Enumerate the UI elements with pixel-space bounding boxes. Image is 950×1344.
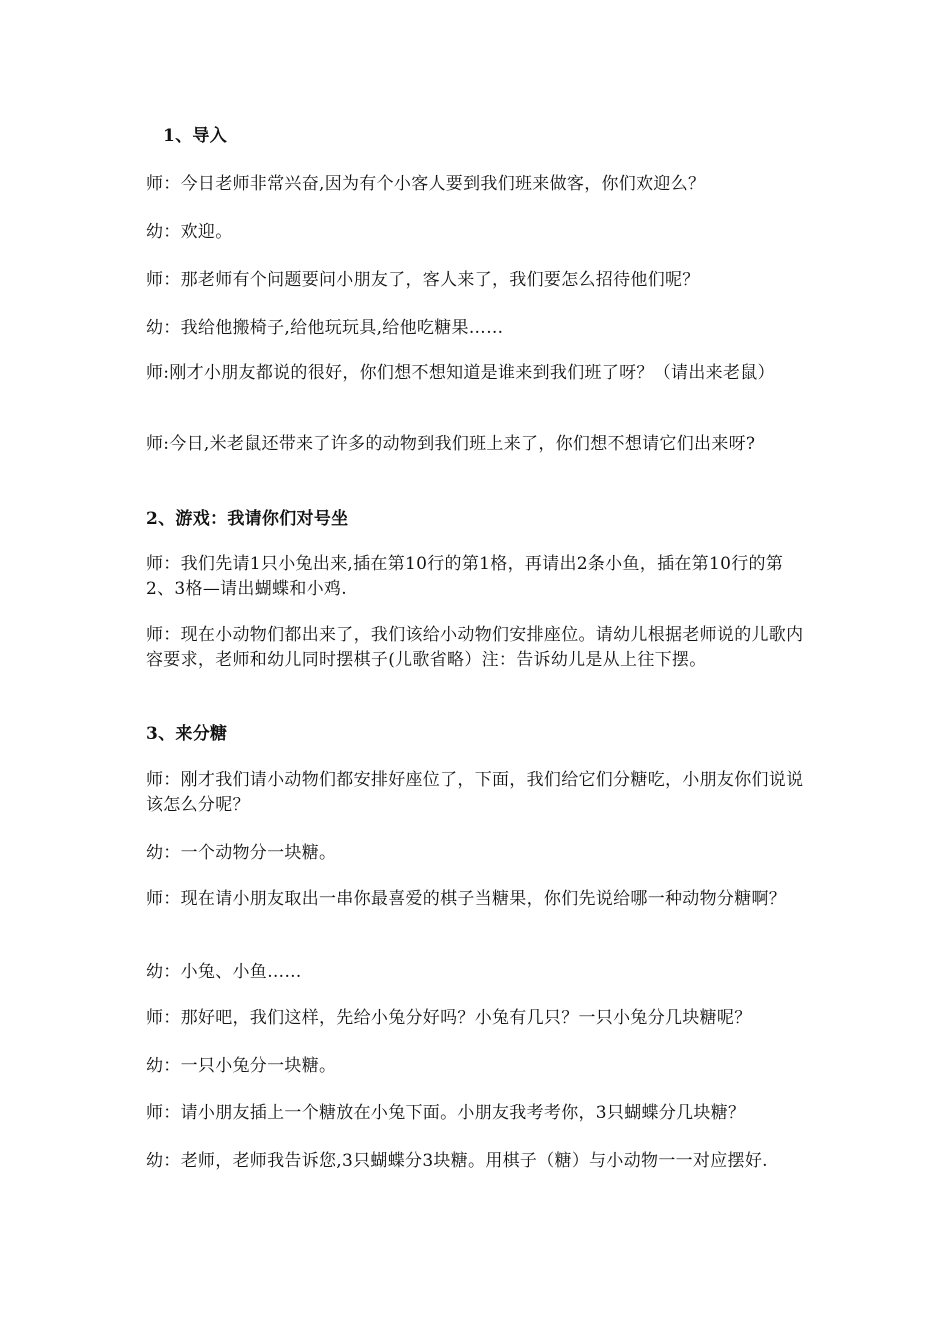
dialogue-line: 幼：一个动物分一块糖。 [146,843,337,863]
dialogue-line: 师：今日老师非常兴奋,因为有个小客人要到我们班来做客，你们欢迎么？ [146,174,706,194]
dialogue-line: 幼：老师，老师我告诉您,3只蝴蝶分3块糖。用棋子（糖）与小动物一一对应摆好. [146,1151,768,1171]
dialogue-line: 师：那好吧，我们这样，先给小兔分好吗？小兔有几只？一只小兔分几块糖呢？ [146,1008,752,1028]
dialogue-line: 幼：我给他搬椅子,给他玩玩具,给他吃糖果…… [146,318,504,338]
section-heading-candy: 3、来分糖 [146,724,228,744]
dialogue-line: 幼：一只小兔分一块糖。 [146,1056,337,1076]
dialogue-line: 师：现在小动物们都出来了，我们该给小动物们安排座位。请幼儿根据老师说的儿歌内容要求，老师和幼儿同时摆棋子(儿歌省略）注：告诉幼儿是从上往下摆。 [146,625,804,670]
section-heading-intro: 1、导入 [163,126,228,146]
dialogue-line: 师：请小朋友插上一个糖放在小兔下面。小朋友我考考你，3只蝴蝶分几块糖？ [146,1103,746,1123]
dialogue-line: 师:今日,米老鼠还带来了许多的动物到我们班上来了，你们想不想请它们出来呀? [146,434,756,454]
dialogue-line: 师:刚才小朋友都说的很好，你们想不想知道是谁来到我们班了呀？（请出来老鼠） [146,363,775,383]
dialogue-line: 师：刚才我们请小动物们都安排好座位了，下面，我们给它们分糖吃，小朋友你们说说该怎么分呢？ [146,770,804,815]
dialogue-line: 幼：欢迎。 [146,222,233,242]
dialogue-line: 幼：小兔、小鱼…… [146,962,302,982]
dialogue-line: 师：我们先请1只小兔出来,插在第10行的第1格，再请出2条小鱼，插在第10行的第2、3格—请出蝴蝶和小鸡. [146,554,784,599]
section-heading-game: 2、游戏：我请你们对号坐 [146,509,349,529]
dialogue-line: 师：那老师有个问题要问小朋友了，客人来了，我们要怎么招待他们呢？ [146,270,700,290]
dialogue-line: 师：现在请小朋友取出一串你最喜爱的棋子当糖果，你们先说给哪一种动物分糖啊？ [146,889,787,909]
